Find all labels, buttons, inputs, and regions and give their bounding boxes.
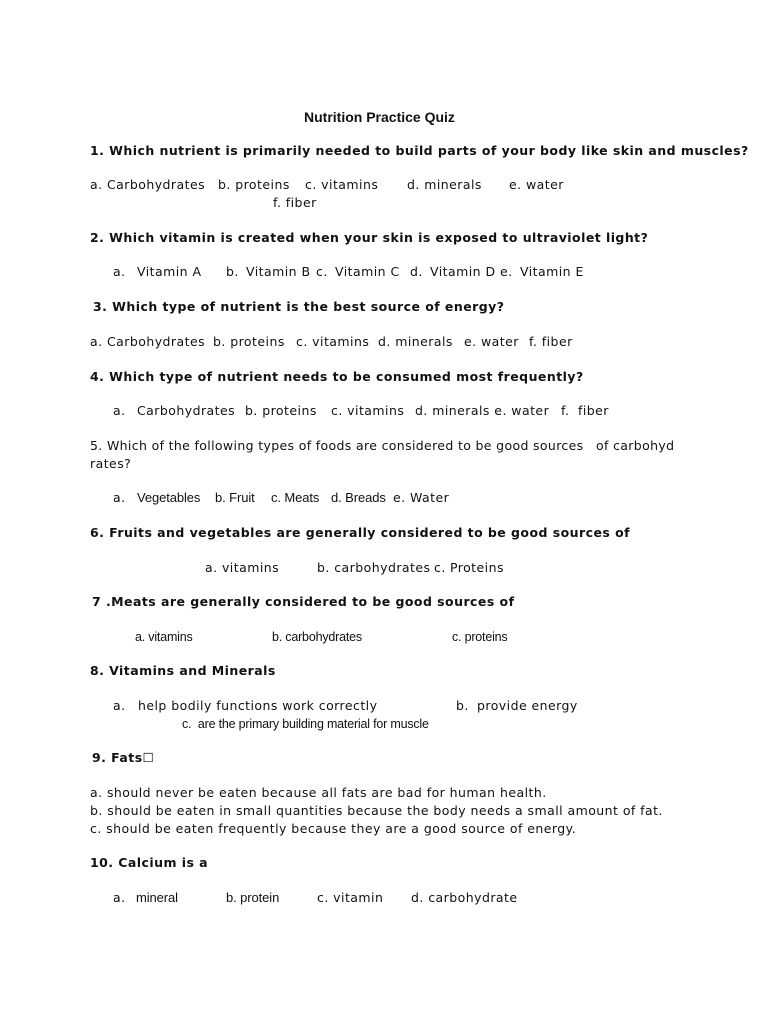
q6-option-c: Proteins: [450, 560, 504, 575]
q8-option-a: help bodily functions work correctly: [138, 698, 378, 713]
q3-option-c: c. vitamins: [296, 334, 370, 349]
q7-option-b: b. carbohydrates: [272, 630, 362, 644]
question-9: 9. Fats☐: [92, 750, 155, 765]
q8-option-a-letter: a.: [113, 698, 126, 713]
question-8: 8. Vitamins and Minerals: [90, 663, 276, 678]
q10-option-a: mineral: [136, 890, 178, 905]
q2-option-c-letter: c.: [316, 264, 328, 279]
q6-option-a: a. vitamins: [205, 560, 280, 575]
q2-option-a: Vitamin A: [137, 264, 202, 279]
q3-option-a: a. Carbohydrates: [90, 334, 206, 349]
q2-option-b: Vitamin B: [246, 264, 311, 279]
q2-option-c: Vitamin C: [335, 264, 400, 279]
q5-option-c: c. Meats: [271, 490, 320, 505]
q8-option-c: c. are the primary building material for muscle: [182, 717, 429, 731]
q2-option-e: Vitamin E: [520, 264, 584, 279]
q5-option-a: Vegetables: [137, 490, 201, 505]
q4-option-a-letter: a.: [113, 403, 126, 418]
q6-option-b: b. carbohydrates: [317, 560, 431, 575]
question-2: 2. Which vitamin is created when your skin is exposed to ultraviolet light?: [90, 230, 649, 245]
q1-option-f: f. fiber: [273, 195, 317, 210]
page-title: Nutrition Practice Quiz: [304, 109, 455, 125]
q1-option-e: e. water: [509, 177, 564, 192]
q5-option-b: b. Fruit: [215, 490, 255, 505]
question-3: 3. Which type of nutrient is the best source of energy?: [93, 299, 505, 314]
q1-option-b: b. proteins: [218, 177, 290, 192]
q5-option-d: d. Breads: [331, 490, 386, 505]
q4-option-a: Carbohydrates: [137, 403, 236, 418]
question-10: 10. Calcium is a: [90, 855, 209, 870]
q8-option-b: provide energy: [477, 698, 578, 713]
q4-option-f-letter: f.: [561, 403, 570, 418]
q6-option-c-letter: c.: [434, 560, 446, 575]
q3-option-f: f. fiber: [529, 334, 573, 349]
q2-option-b-letter: b.: [226, 264, 239, 279]
q1-option-d: d. minerals: [407, 177, 482, 192]
q1-option-c: c. vitamins: [305, 177, 379, 192]
question-4: 4. Which type of nutrient needs to be consumed most frequently?: [90, 369, 584, 384]
q3-option-e: e. water: [464, 334, 519, 349]
q7-option-a: a. vitamins: [135, 630, 193, 644]
question-1: 1. Which nutrient is primarily needed to build parts of your body like skin and muscles?: [90, 143, 749, 158]
question-6: 6. Fruits and vegetables are generally considered to be good sources of: [90, 525, 631, 540]
q10-option-b: b. protein: [226, 890, 280, 905]
question-5-line-1: 5. Which of the following types of foods are considered to be good sources: [90, 438, 584, 453]
q10-option-c: c. vitamin: [317, 890, 384, 905]
q4-option-b: b. proteins: [245, 403, 317, 418]
q4-option-c: c. vitamins: [331, 403, 405, 418]
q3-option-b: b. proteins: [213, 334, 285, 349]
q1-option-a: a. Carbohydrates: [90, 177, 206, 192]
q5-option-e: e. Water: [393, 490, 450, 505]
question-5-line-2: rates?: [90, 456, 132, 471]
q2-option-d: Vitamin D e.: [430, 264, 513, 279]
q9-option-c: c. should be eaten frequently because they are a good source of energy.: [90, 821, 577, 836]
q4-option-f: fiber: [578, 403, 609, 418]
q2-option-a-letter: a.: [113, 264, 126, 279]
q10-option-a-letter: a.: [113, 890, 126, 905]
q9-option-b: b. should be eaten in small quantities because the body needs a small amount of fat.: [90, 803, 663, 818]
q9-option-a: a. should never be eaten because all fats are bad for human health.: [90, 785, 547, 800]
q2-option-d-letter: d.: [410, 264, 423, 279]
question-5-line-1-end: of carbohyd: [596, 438, 675, 453]
q7-option-c: c. proteins: [452, 630, 508, 644]
q3-option-d: d. minerals: [378, 334, 453, 349]
question-7: 7 .Meats are generally considered to be good sources of: [92, 594, 515, 609]
q5-option-a-letter: a.: [113, 490, 126, 505]
q4-option-d-e: d. minerals e. water: [415, 403, 550, 418]
q8-option-b-letter: b.: [456, 698, 469, 713]
q10-option-d: d. carbohydrate: [411, 890, 518, 905]
